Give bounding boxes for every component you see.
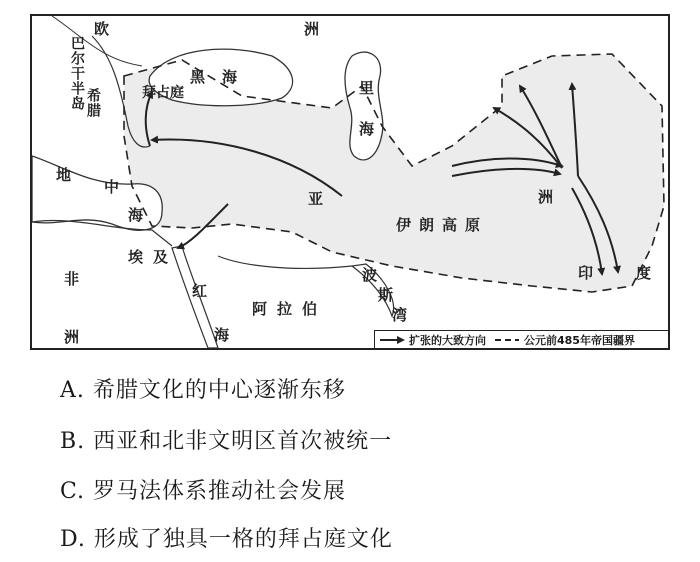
option-b-text: 西亚和北非文明区首次被统一 bbox=[93, 429, 393, 454]
map-drawing bbox=[32, 16, 668, 348]
label-black-sea-2: 海 bbox=[222, 68, 238, 86]
label-iran: 伊朗高原 bbox=[396, 216, 489, 234]
label-egypt: 埃及 bbox=[128, 248, 179, 266]
label-med-1: 地 bbox=[56, 166, 72, 184]
label-persian-gulf-3: 湾 bbox=[392, 306, 408, 324]
legend-arrow-label: 扩张的大致方向 bbox=[409, 333, 486, 347]
label-africa-1: 非 bbox=[64, 270, 80, 288]
option-c[interactable] bbox=[60, 474, 346, 505]
map-frame bbox=[30, 14, 670, 350]
label-india-2: 度 bbox=[636, 264, 652, 282]
label-europe-1: 欧 bbox=[94, 20, 110, 38]
label-med-2: 中 bbox=[104, 178, 120, 196]
label-africa-2: 洲 bbox=[64, 328, 80, 346]
label-black-sea-1: 黑 bbox=[190, 68, 206, 86]
arrow-legend-icon bbox=[379, 335, 405, 345]
map-legend bbox=[374, 330, 668, 348]
label-red-sea-2: 海 bbox=[214, 326, 230, 344]
option-a-letter: A. bbox=[60, 378, 85, 403]
label-asia-ya: 亚 bbox=[308, 190, 324, 208]
label-asia-zhou: 洲 bbox=[538, 188, 554, 206]
arabia-coast bbox=[218, 256, 352, 268]
label-arabia: 阿拉伯 bbox=[252, 300, 328, 318]
option-a[interactable] bbox=[60, 373, 346, 404]
option-b-letter: B. bbox=[60, 429, 86, 454]
label-balkan: 巴尔干半岛 bbox=[69, 36, 85, 111]
option-d-text: 形成了独具一格的拜占庭文化 bbox=[93, 527, 393, 552]
option-b[interactable] bbox=[60, 424, 392, 455]
option-a-text: 希腊文化的中心逐渐东移 bbox=[92, 378, 346, 403]
label-persian-gulf-2: 斯 bbox=[378, 286, 394, 304]
legend-border-label: 公元前485年帝国疆界 bbox=[524, 333, 635, 347]
dashed-border-legend-icon bbox=[494, 335, 520, 345]
label-india-1: 印 bbox=[578, 264, 594, 282]
option-c-letter: C. bbox=[60, 479, 86, 504]
label-red-sea-1: 红 bbox=[192, 282, 208, 300]
label-persian-gulf-1: 波 bbox=[362, 266, 378, 284]
option-d-letter: D. bbox=[60, 527, 86, 552]
label-byzantium: 拜占庭 bbox=[142, 85, 184, 101]
option-c-text: 罗马法体系推动社会发展 bbox=[93, 479, 347, 504]
label-greece: 希腊 bbox=[85, 88, 101, 118]
label-med-3: 海 bbox=[128, 206, 144, 224]
label-europe-2: 洲 bbox=[304, 20, 320, 38]
label-caspian: 里海 bbox=[357, 80, 375, 162]
option-d[interactable] bbox=[60, 522, 393, 553]
